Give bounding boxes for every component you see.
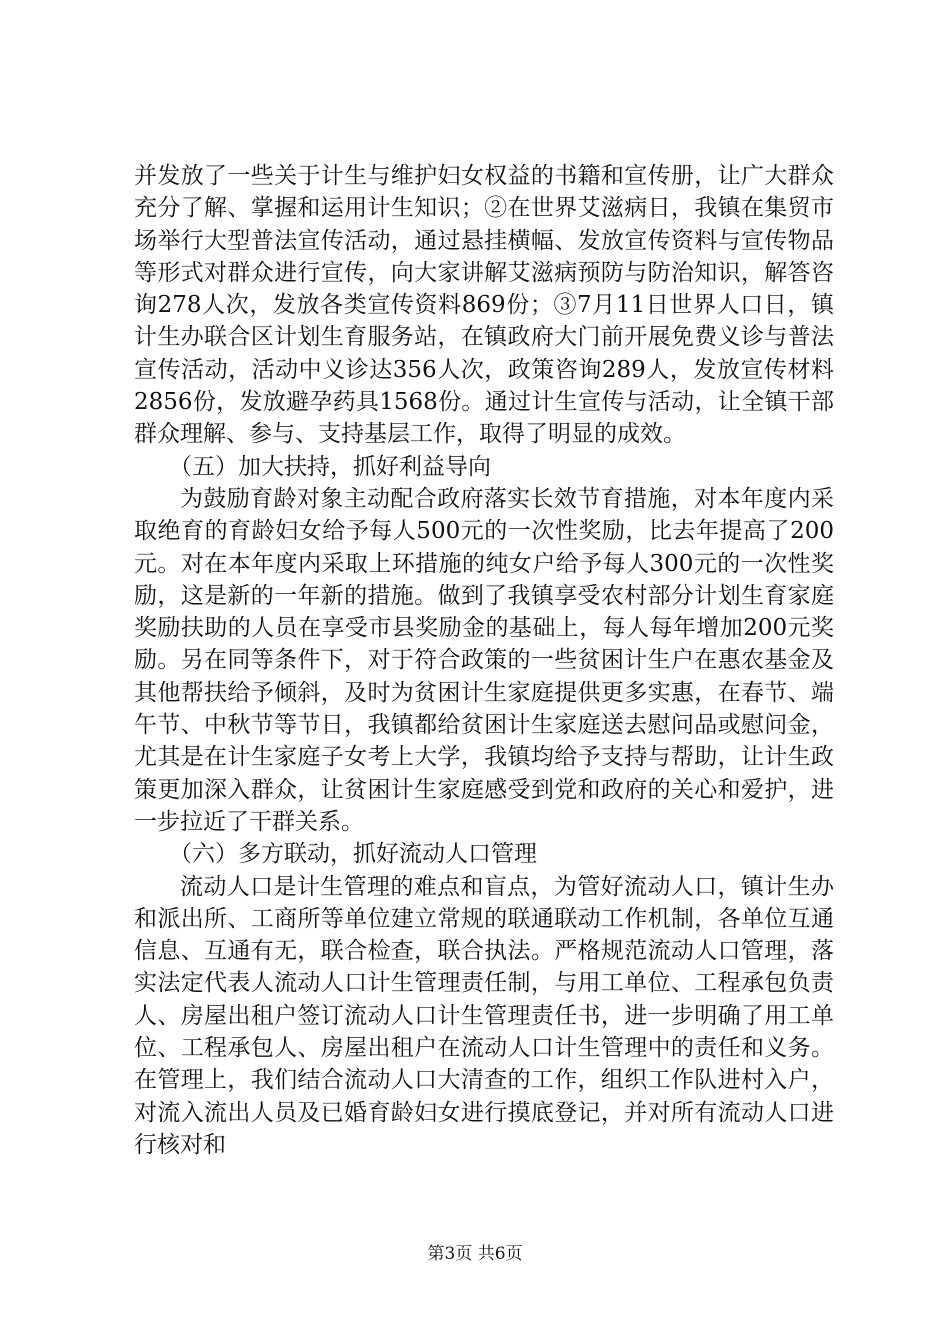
page-number-footer: 第3页 共6页 [427, 1244, 523, 1264]
section-heading-floating-population: （六）多方联动，抓好流动人口管理 [169, 841, 537, 868]
paragraph-floating-population-management: 流动人口是计生管理的难点和盲点，为管好流动人口，镇计生办和派出所、工商所等单位建立常规的联通联动工作机制，各单位互通信息、互通有无，联合检查，联合执法。严格规范流动人口管理，落实法定代表人流动人口计生管理责任制，与用工单位、工程承包负责人、房屋出租户签订流动人口计生管理责任书，进一步明确了用工单位、工程承包人、房屋出租户在流动人口计生管理中的责任和义务。在管理上，我们结合流动人口大清查的工作，组织工作队进村入户，对流入流出人员及已婚育龄妇女进行摸底登记，并对所有流动人口进行核对和 [134, 873, 834, 1158]
paragraph-incentive-support: 为鼓励育龄对象主动配合政府落实长效节育措施，对本年度内采取绝育的育龄妇女给予每人500元的一次性奖励，比去年提高了200元。对在本年度内采取上环措施的纯女户给予每人300元的一次性奖励，这是新的一年新的措施。做到了我镇享受农村部分计划生育家庭奖励扶助的人员在享受市县奖励金的基础上，每人每年增加200元奖励。另在同等条件下，对于符合政策的一些贫困计生户在惠农基金及其他帮扶给予倾斜，及时为贫困计生家庭提供更多实惠，在春节、端午节、中秋节等节日，我镇都给贫困计生家庭送去慰问品或慰问金，尤其是在计生家庭子女考上大学，我镇均给予支持与帮助，让计生政策更加深入群众，让贫困计生家庭感受到党和政府的关心和爱护，进一步拉近了干群关系。 [134, 485, 834, 835]
section-heading-support: （五）加大扶持，抓好利益导向 [169, 453, 491, 480]
document-body [134, 160, 834, 1161]
paragraph-awareness-activities: 并发放了一些关于计生与维护妇女权益的书籍和宣传册，让广大群众充分了解、掌握和运用计生知识；②在世界艾滋病日，我镇在集贸市场举行大型普法宣传活动，通过悬挂横幅、发放宣传资料与宣传物品等形式对群众进行宣传，向大家讲解艾滋病预防与防治知识，解答咨询278人次，发放各类宣传资料869份；③7月11日世界人口日，镇计生办联合区计划生育服务站，在镇政府大门前开展免费义诊与普法宣传活动，活动中义诊达356人次，政策咨询289人，发放宣传材料2856份，发放避孕药具1568份。通过计生宣传与活动，让全镇干部群众理解、参与、支持基层工作，取得了明显的成效。 [134, 163, 834, 448]
